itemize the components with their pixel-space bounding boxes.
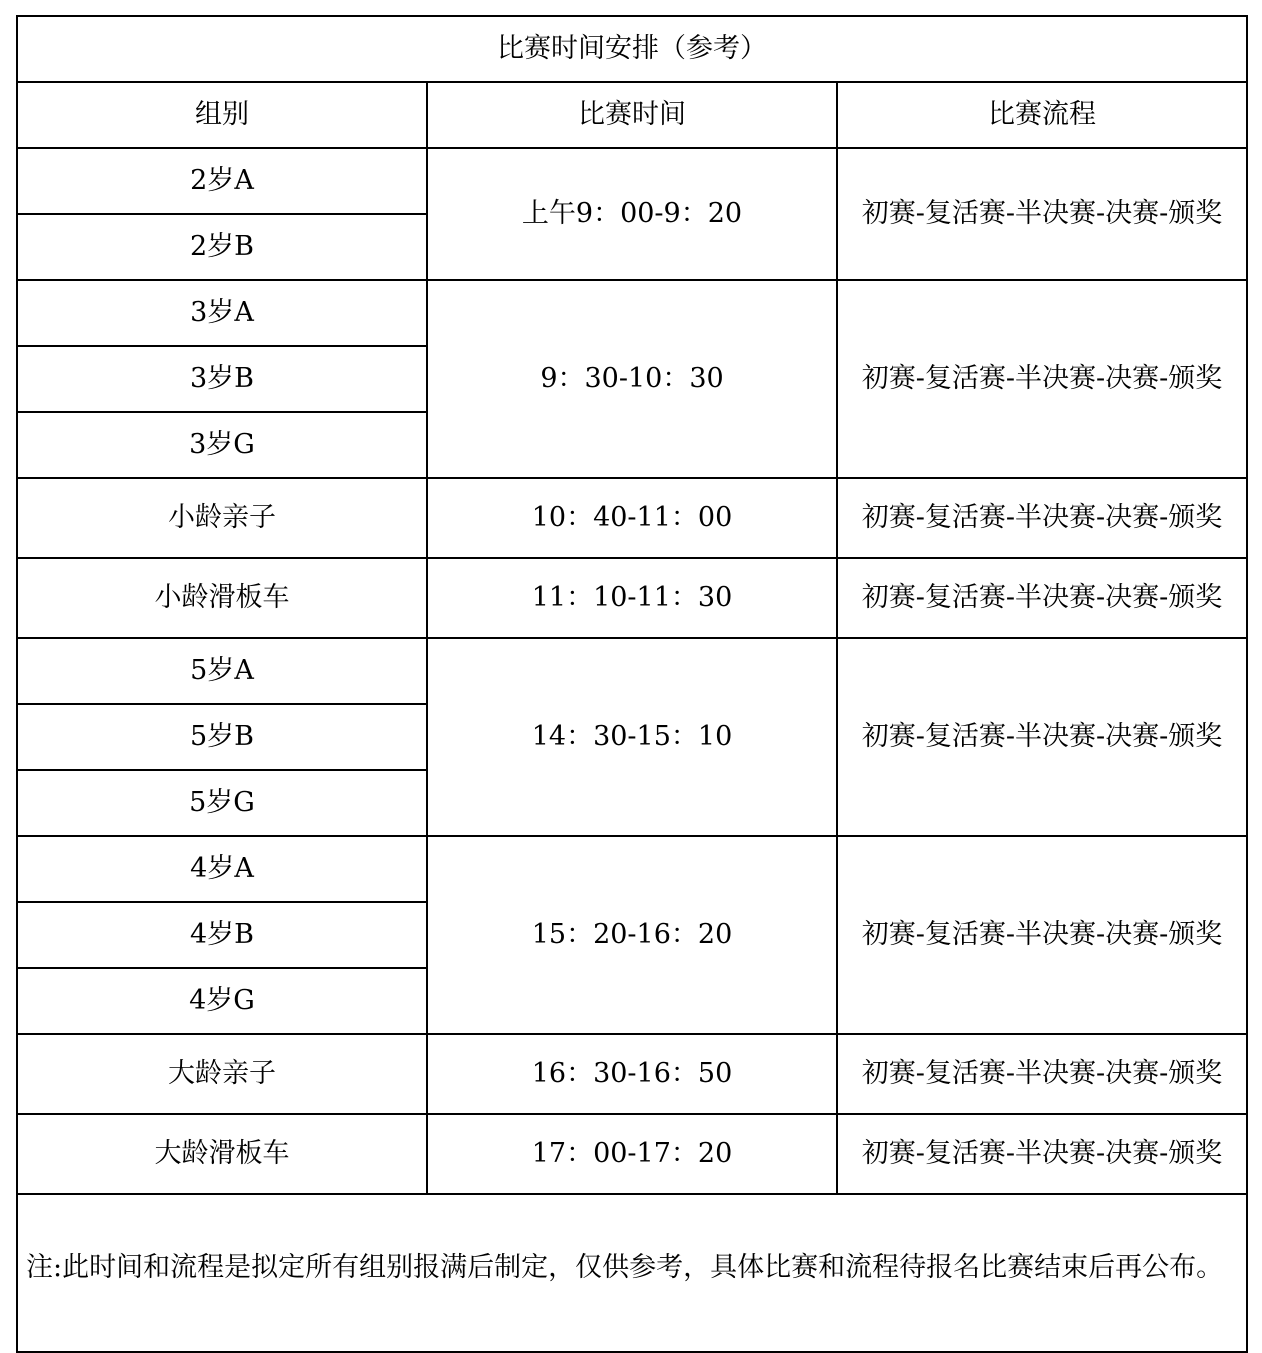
note-text: 注:此时间和流程是拟定所有组别报满后制定，仅供参考，具体比赛和流程待报名比赛结束后再公布。 xyxy=(17,1194,1247,1352)
flow-cell: 初赛-复活赛-半决赛-决赛-颁奖 xyxy=(837,478,1247,558)
group-cell: 小龄亲子 xyxy=(17,478,427,558)
group-cell: 5岁A xyxy=(17,638,427,704)
schedule-table xyxy=(16,15,1248,1353)
table-row xyxy=(17,148,1247,214)
group-cell: 2岁B xyxy=(17,214,427,280)
flow-cell: 初赛-复活赛-半决赛-决赛-颁奖 xyxy=(837,148,1247,280)
table-row xyxy=(17,1034,1247,1114)
table-row xyxy=(17,836,1247,902)
flow-cell: 初赛-复活赛-半决赛-决赛-颁奖 xyxy=(837,836,1247,1034)
group-cell: 4岁G xyxy=(17,968,427,1034)
note-row xyxy=(17,1194,1247,1352)
header-group: 组别 xyxy=(17,82,427,148)
table-row xyxy=(17,280,1247,346)
table-row xyxy=(17,558,1247,638)
flow-cell: 初赛-复活赛-半决赛-决赛-颁奖 xyxy=(837,1114,1247,1194)
group-cell: 3岁B xyxy=(17,346,427,412)
table-row xyxy=(17,1114,1247,1194)
group-cell: 3岁G xyxy=(17,412,427,478)
flow-cell: 初赛-复活赛-半决赛-决赛-颁奖 xyxy=(837,1034,1247,1114)
group-cell: 5岁B xyxy=(17,704,427,770)
group-cell: 4岁A xyxy=(17,836,427,902)
group-cell: 5岁G xyxy=(17,770,427,836)
group-cell: 小龄滑板车 xyxy=(17,558,427,638)
table-row xyxy=(17,638,1247,704)
group-cell: 大龄亲子 xyxy=(17,1034,427,1114)
group-cell: 2岁A xyxy=(17,148,427,214)
time-cell: 14：30-15：10 xyxy=(427,638,837,836)
table-row xyxy=(17,478,1247,558)
flow-cell: 初赛-复活赛-半决赛-决赛-颁奖 xyxy=(837,280,1247,478)
header-time: 比赛时间 xyxy=(427,82,837,148)
time-cell: 上午9：00-9：20 xyxy=(427,148,837,280)
group-cell: 大龄滑板车 xyxy=(17,1114,427,1194)
time-cell: 15：20-16：20 xyxy=(427,836,837,1034)
flow-cell: 初赛-复活赛-半决赛-决赛-颁奖 xyxy=(837,558,1247,638)
time-cell: 17：00-17：20 xyxy=(427,1114,837,1194)
header-flow: 比赛流程 xyxy=(837,82,1247,148)
flow-cell: 初赛-复活赛-半决赛-决赛-颁奖 xyxy=(837,638,1247,836)
table-title: 比赛时间安排（参考） xyxy=(17,16,1247,82)
time-cell: 9：30-10：30 xyxy=(427,280,837,478)
time-cell: 11：10-11：30 xyxy=(427,558,837,638)
group-cell: 3岁A xyxy=(17,280,427,346)
time-cell: 10：40-11：00 xyxy=(427,478,837,558)
group-cell: 4岁B xyxy=(17,902,427,968)
time-cell: 16：30-16：50 xyxy=(427,1034,837,1114)
